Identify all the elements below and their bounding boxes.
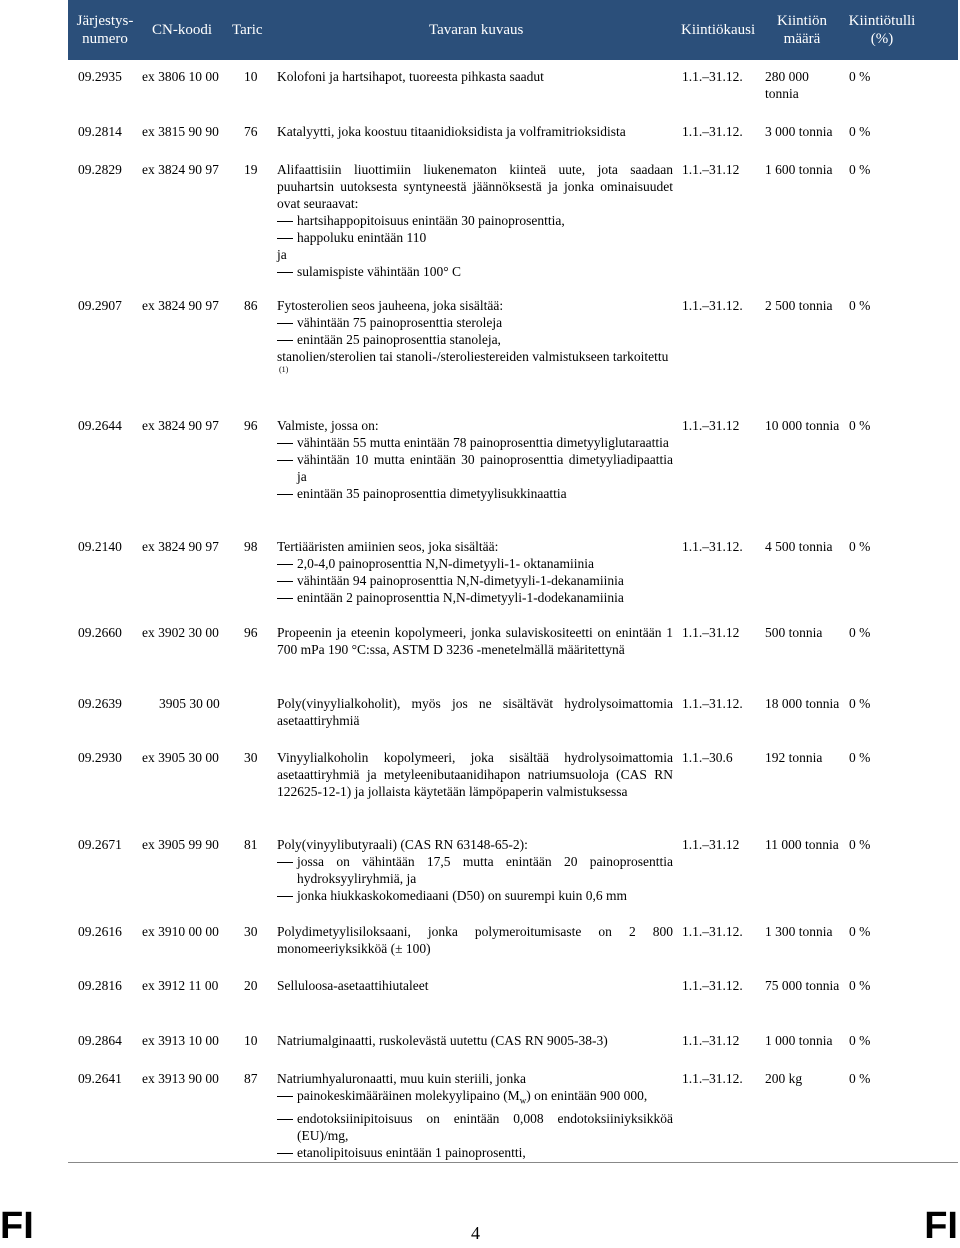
description: [277, 297, 673, 375]
order-number: 09.2644: [78, 418, 122, 433]
taric-code: 20: [244, 978, 258, 993]
order-number: 09.2816: [78, 978, 122, 993]
description: [277, 161, 673, 280]
description: [277, 749, 673, 800]
cn-code: ex 3902 30 00: [142, 625, 219, 640]
quota-duty: 0 %: [849, 978, 871, 993]
dash-item: [277, 555, 673, 572]
quota-amount: 192 tonnia: [765, 750, 823, 765]
molecular-weight-rest: ) on enintään 900 000,: [526, 1088, 648, 1103]
header-cn-code: CN-koodi: [152, 22, 212, 38]
dash-item-text: etanolipitoisuus enintään 1 painoprosentti,: [297, 1144, 526, 1160]
description: [277, 68, 673, 85]
header-quota-duty: [846, 12, 918, 48]
quota-duty: 0 %: [849, 162, 871, 177]
dash-item: [277, 331, 673, 348]
order-number: 09.2641: [78, 1071, 122, 1086]
taric-code: 10: [244, 69, 258, 84]
description: [277, 977, 673, 994]
quota-amount: 4 500 tonnia: [765, 539, 833, 554]
dash-item-text: hartsihappopitoisuus enintään 30 painoprosenttia,: [297, 213, 565, 228]
page-number: 4: [471, 1223, 480, 1243]
header-quota-amount: [764, 12, 840, 48]
dash-item-text: vähintään 75 painoprosenttia steroleja: [297, 315, 503, 330]
description: [277, 923, 673, 957]
taric-code: 98: [244, 539, 258, 554]
quota-duty: 0 %: [849, 750, 871, 765]
quota-duty: 0 %: [849, 696, 871, 711]
quota-period: 1.1.–31.12.: [682, 1071, 743, 1086]
quota-period: 1.1.–31.12: [682, 837, 740, 852]
dash-item-text: sulamispiste vähintään 100° C: [297, 264, 462, 279]
quota-period: 1.1.–31.12.: [682, 924, 743, 939]
quota-period: 1.1.–31.12.: [682, 696, 743, 711]
dash-item: [277, 1110, 673, 1144]
dash-item-text: enintään 2 painoprosenttia N,N-dimetyyli-1-dodekanamiinia: [297, 590, 624, 605]
language-code-left: FI: [0, 1205, 34, 1247]
taric-code: 76: [244, 124, 258, 139]
dash-item-text: enintään 35 painoprosenttia dimetyylisukkinaattia: [297, 486, 567, 501]
quota-duty: 0 %: [849, 418, 871, 433]
cn-code: 3905 30 00: [159, 696, 220, 711]
quota-period: 1.1.–31.12.: [682, 298, 743, 313]
dash-item-text: 2,0-4,0 painoprosenttia N,N-dimetyyli-1- oktanamiinia: [297, 556, 594, 571]
quota-duty: 0 %: [849, 1071, 871, 1086]
description: [277, 417, 673, 502]
cn-code: ex 3824 90 97: [142, 298, 219, 313]
description: [277, 1070, 673, 1161]
taric-code: 87: [244, 1071, 258, 1086]
dash-item: [277, 485, 673, 502]
table-header: [68, 0, 958, 60]
header-order-number: [68, 12, 142, 48]
dash-item: [277, 263, 673, 280]
quota-amount: 11 000 tonnia: [765, 837, 839, 852]
dash-item-text: happoluku enintään 110: [297, 230, 427, 245]
molecular-weight-text: painokeskimääräinen molekyylipaino (M: [297, 1088, 520, 1103]
quota-period: 1.1.–31.12.: [682, 539, 743, 554]
taric-code: 30: [244, 924, 258, 939]
order-number: 09.2907: [78, 298, 122, 313]
taric-code: 10: [244, 1033, 258, 1048]
order-number: 09.2930: [78, 750, 122, 765]
dash-item: [277, 229, 673, 246]
dash-item: [277, 572, 673, 589]
quota-amount: 75 000 tonnia: [765, 978, 840, 993]
dash-item: [277, 212, 673, 229]
description-line: Valmiste, jossa on:: [277, 418, 379, 433]
header-taric: Taric: [232, 22, 263, 38]
description: [277, 538, 673, 606]
subscript-w: w: [519, 1095, 527, 1106]
description: [277, 695, 673, 729]
dash-item-text: jonka hiukkaskokomediaani (D50) on suurempi kuin 0,6 mm: [297, 888, 627, 903]
quota-period: 1.1.–30.6: [682, 750, 733, 765]
taric-code: 96: [244, 625, 258, 640]
dash-item: [277, 1144, 673, 1161]
quota-amount: 3 000 tonnia: [765, 124, 833, 139]
dash-item: [277, 434, 673, 451]
dash-item-text: jossa on vähintään 17,5 mutta enintään 20 painoprosenttia hydroksyyliryhmiä, ja: [297, 854, 673, 886]
cn-code: ex 3815 90 90: [142, 124, 219, 139]
order-number: 09.2616: [78, 924, 122, 939]
cn-code: ex 3913 10 00: [142, 1033, 219, 1048]
dash-item: [277, 887, 673, 904]
cn-code: ex 3824 90 97: [142, 162, 219, 177]
dash-item: [277, 451, 673, 485]
quota-period: 1.1.–31.12: [682, 625, 740, 640]
quota-period: 1.1.–31.12: [682, 162, 740, 177]
description-line: Katalyytti, joka koostuu titaanidioksidista ja volframitrioksidista: [277, 124, 626, 139]
quota-amount: 1 600 tonnia: [765, 162, 833, 177]
header-quota-duty-text: Kiintiötulli (%): [848, 13, 916, 47]
header-quota-period: Kiintiökausi: [681, 22, 756, 38]
quota-duty: 0 %: [849, 539, 871, 554]
cn-code: ex 3912 11 00: [142, 978, 219, 993]
dash-item: [277, 853, 673, 887]
order-number: 09.2671: [78, 837, 122, 852]
language-code-right: FI: [924, 1205, 958, 1247]
quota-amount: 500 tonnia: [765, 625, 823, 640]
dash-item: [277, 1087, 673, 1110]
cn-code: ex 3806 10 00: [142, 69, 219, 84]
header-description: Tavaran kuvaus: [429, 22, 524, 38]
order-number: 09.2814: [78, 124, 122, 139]
quota-period: 1.1.–31.12.: [682, 124, 743, 139]
description-line: Alifaattisiin liuottimiin liukenematon kiinteä uute, jota saadaan puuhartsin uutoksesta syntyneestä jäännöksestä ja jonka ominaisuudet ovat seuraavat:: [277, 162, 673, 211]
dash-item-text: vähintään 55 mutta enintään 78 painoprosenttia dimetyyliglutaraattia: [297, 435, 669, 450]
dash-item: [277, 314, 673, 331]
description-line: Tertiääristen amiinien seos, joka sisältää:: [277, 539, 499, 554]
quota-duty: 0 %: [849, 625, 871, 640]
header-order-number-text: Järjestys- numero: [76, 13, 134, 47]
quota-amount: 280 000 tonnia: [765, 69, 809, 101]
quota-duty: 0 %: [849, 69, 871, 84]
description-line: Polydimetyylisiloksaani, jonka polymeroitumisaste on 2 800 monomeeriyksikköä (± 100): [277, 924, 673, 956]
dash-item-text: vähintään 94 painoprosenttia N,N-dimetyyli-1-dekanamiinia: [297, 573, 624, 588]
cn-code: ex 3910 00 00: [142, 924, 219, 939]
description: [277, 836, 673, 904]
order-number: 09.2140: [78, 539, 122, 554]
description-line: Fytosterolien seos jauheena, joka sisältää:: [277, 298, 504, 313]
description-line: Kolofoni ja hartsihapot, tuoreesta pihkasta saadut: [277, 69, 544, 84]
taric-code: 86: [244, 298, 258, 313]
cn-code: ex 3824 90 97: [142, 539, 219, 554]
cn-code: ex 3905 30 00: [142, 750, 219, 765]
quota-period: 1.1.–31.12.: [682, 69, 743, 84]
description: [277, 1032, 673, 1049]
quota-duty: 0 %: [849, 298, 871, 313]
footnote-reference: (1): [279, 365, 289, 374]
order-number: 09.2660: [78, 625, 122, 640]
dash-item-text: [297, 1087, 673, 1110]
cn-code: ex 3913 90 00: [142, 1071, 219, 1086]
description-line: Natriumhyaluronaatti, muu kuin steriili, jonka: [277, 1071, 526, 1086]
description-line: ja: [277, 247, 287, 262]
header-quota-amount-text: Kiintiön määrä: [776, 13, 827, 47]
quota-period: 1.1.–31.12: [682, 418, 740, 433]
order-number: 09.2864: [78, 1033, 122, 1048]
quota-amount: 1 300 tonnia: [765, 924, 833, 939]
order-number: 09.2639: [78, 696, 122, 711]
description: [277, 123, 687, 140]
quota-period: 1.1.–31.12.: [682, 978, 743, 993]
description: [277, 624, 673, 658]
quota-period: 1.1.–31.12: [682, 1033, 740, 1048]
quota-duty: 0 %: [849, 837, 871, 852]
quota-duty: 0 %: [849, 924, 871, 939]
dash-item-text: enintään 25 painoprosenttia stanoleja,: [297, 332, 501, 347]
cn-code: ex 3824 90 97: [142, 418, 219, 433]
quota-duty: 0 %: [849, 124, 871, 139]
description-line: stanolien/sterolien tai stanoli-/steroliestereiden valmistukseen tarkoitettu: [277, 349, 669, 364]
description-line: Propeenin ja eteenin kopolymeeri, jonka sulaviskositeetti on enintään 1 700 mPa 190 °C:ssa, ASTM D 3236 -menetelmällä määritettynä: [277, 625, 673, 657]
quota-amount: 200 kg: [765, 1071, 803, 1086]
taric-code: 81: [244, 837, 258, 852]
description-line: Vinyylialkoholin kopolymeeri, joka sisältää hydrolysoimattomia asetaattiryhmiä ja metyleenibutaanidihapon natriumsuoloja (CAS RN 122625-12-1) ja jollaista käytetään lämpöpaperin valmistuksessa: [277, 750, 673, 799]
table-bottom-rule: [68, 1162, 958, 1163]
quota-amount: 2 500 tonnia: [765, 298, 833, 313]
taric-code: 19: [244, 162, 258, 177]
dash-item-text: vähintään 10 mutta enintään 30 painoprosenttia dimetyyliadipaattia ja: [297, 452, 673, 484]
order-number: 09.2935: [78, 69, 122, 84]
taric-code: 30: [244, 750, 258, 765]
dash-item-text: endotoksiinipitoisuus on enintään 0,008 endotoksiiniyksikköä (EU)/mg,: [297, 1110, 673, 1143]
quota-amount: 18 000 tonnia: [765, 696, 840, 711]
description-line: Selluloosa-asetaattihiutaleet: [277, 978, 429, 993]
quota-amount: 10 000 tonnia: [765, 418, 840, 433]
order-number: 09.2829: [78, 162, 122, 177]
description-line: Poly(vinyylialkoholit), myös jos ne sisältävät hydrolysoimattomia asetaattiryhmiä: [277, 696, 673, 728]
taric-code: 96: [244, 418, 258, 433]
cn-code: ex 3905 99 90: [142, 837, 219, 852]
quota-amount: 1 000 tonnia: [765, 1033, 833, 1048]
description-line: Natriumalginaatti, ruskolevästä uutettu (CAS RN 9005-38-3): [277, 1033, 608, 1048]
dash-item: [277, 589, 673, 606]
description-line: Poly(vinyylibutyraali) (CAS RN 63148-65-2):: [277, 837, 528, 852]
quota-duty: 0 %: [849, 1033, 871, 1048]
